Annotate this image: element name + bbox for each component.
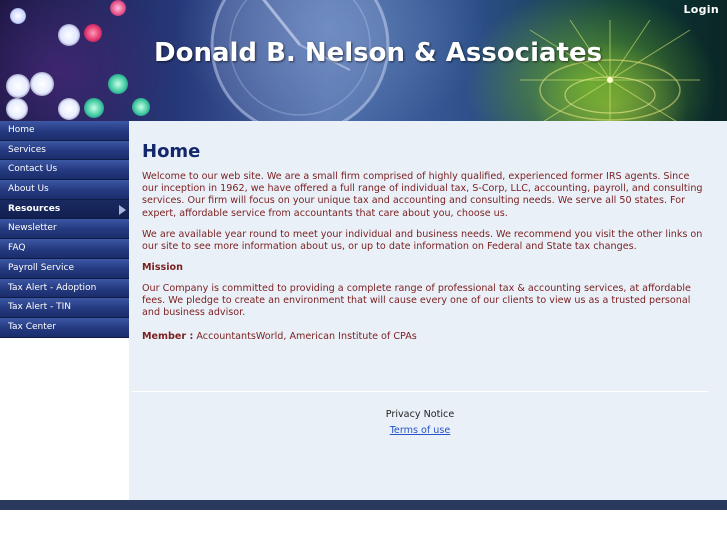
sidebar-nav <box>0 121 129 338</box>
bottom-band <box>0 500 727 510</box>
sidebar-item-home[interactable] <box>0 121 129 141</box>
decorative-orb <box>6 98 28 120</box>
sidebar-item-tax-center[interactable] <box>0 318 129 338</box>
sidebar-item-faq[interactable] <box>0 239 129 259</box>
decorative-orb <box>30 72 54 96</box>
terms-of-use-link[interactable]: Terms of use <box>389 425 451 436</box>
privacy-notice-link[interactable]: Privacy Notice <box>385 409 455 420</box>
sidebar-item-label: Resources <box>8 203 61 214</box>
decorative-orb <box>132 98 150 116</box>
radial-burst-graphic <box>520 20 700 121</box>
member-value: AccountantsWorld, American Institute of CPAs <box>196 331 417 342</box>
sidebar-item-label: Tax Alert - TIN <box>8 302 71 313</box>
intro-paragraph: Welcome to our web site. We are a small firm comprised of highly qualified, experienced former IRS agents. Since our inception in 1962, we have offered a full range of individual tax, S-Corp, LLC, accounting, payroll, and consulting services. Our firm will focus on your unique tax and accounting and consulting needs. We serve all 50 states. For expert, affordable service from accountants that care about you, choose us. <box>142 171 703 219</box>
sidebar-item-about-us[interactable] <box>0 180 129 200</box>
member-label: Member : <box>142 331 194 342</box>
decorative-orb <box>110 0 126 16</box>
login-link[interactable]: Login <box>683 3 719 16</box>
sidebar-item-label: About Us <box>8 184 49 195</box>
page-title: Home <box>142 141 201 162</box>
decorative-orb <box>10 8 26 24</box>
sidebar-item-services[interactable] <box>0 141 129 161</box>
decorative-orb <box>84 24 102 42</box>
sidebar-item-tax-alert-tin[interactable] <box>0 298 129 318</box>
sidebar-item-contact-us[interactable] <box>0 160 129 180</box>
sidebar-item-resources[interactable] <box>0 200 129 220</box>
decorative-orb <box>84 98 104 118</box>
main-content <box>129 121 727 500</box>
sidebar-item-label: Tax Center <box>8 321 57 332</box>
sidebar-item-label: Payroll Service <box>8 262 74 273</box>
site-title: Donald B. Nelson & Associates <box>154 38 603 68</box>
sidebar-item-label: Tax Alert - Adoption <box>8 282 97 293</box>
sidebar-item-label: Contact Us <box>8 164 58 175</box>
footer-divider <box>132 391 708 392</box>
availability-paragraph: We are available year round to meet your individual and business needs. We recommend you visit the other links on our site to see more information about us, or up to date information on Federal and State tax changes. <box>142 229 703 253</box>
submenu-arrow-icon <box>119 205 126 215</box>
decorative-orb <box>58 24 80 46</box>
header-banner <box>0 0 727 121</box>
sidebar-item-label: FAQ <box>8 243 26 254</box>
sidebar-item-payroll-service[interactable] <box>0 259 129 279</box>
decorative-orb <box>58 98 80 120</box>
member-line <box>142 331 417 342</box>
sidebar-item-newsletter[interactable] <box>0 219 129 239</box>
sidebar-item-tax-alert-adoption[interactable] <box>0 279 129 299</box>
sidebar-item-label: Services <box>8 144 46 155</box>
sidebar-item-label: Newsletter <box>8 223 57 234</box>
mission-paragraph: Our Company is committed to providing a complete range of professional tax & accounting services, at affordable fees. We pledge to create an environment that will cause every one of our clients to view us as a trusted personal and business advisor. <box>142 283 691 319</box>
mission-heading: Mission <box>142 262 183 273</box>
decorative-orb <box>108 74 128 94</box>
decorative-orb <box>6 74 30 98</box>
sidebar-item-label: Home <box>8 125 35 135</box>
